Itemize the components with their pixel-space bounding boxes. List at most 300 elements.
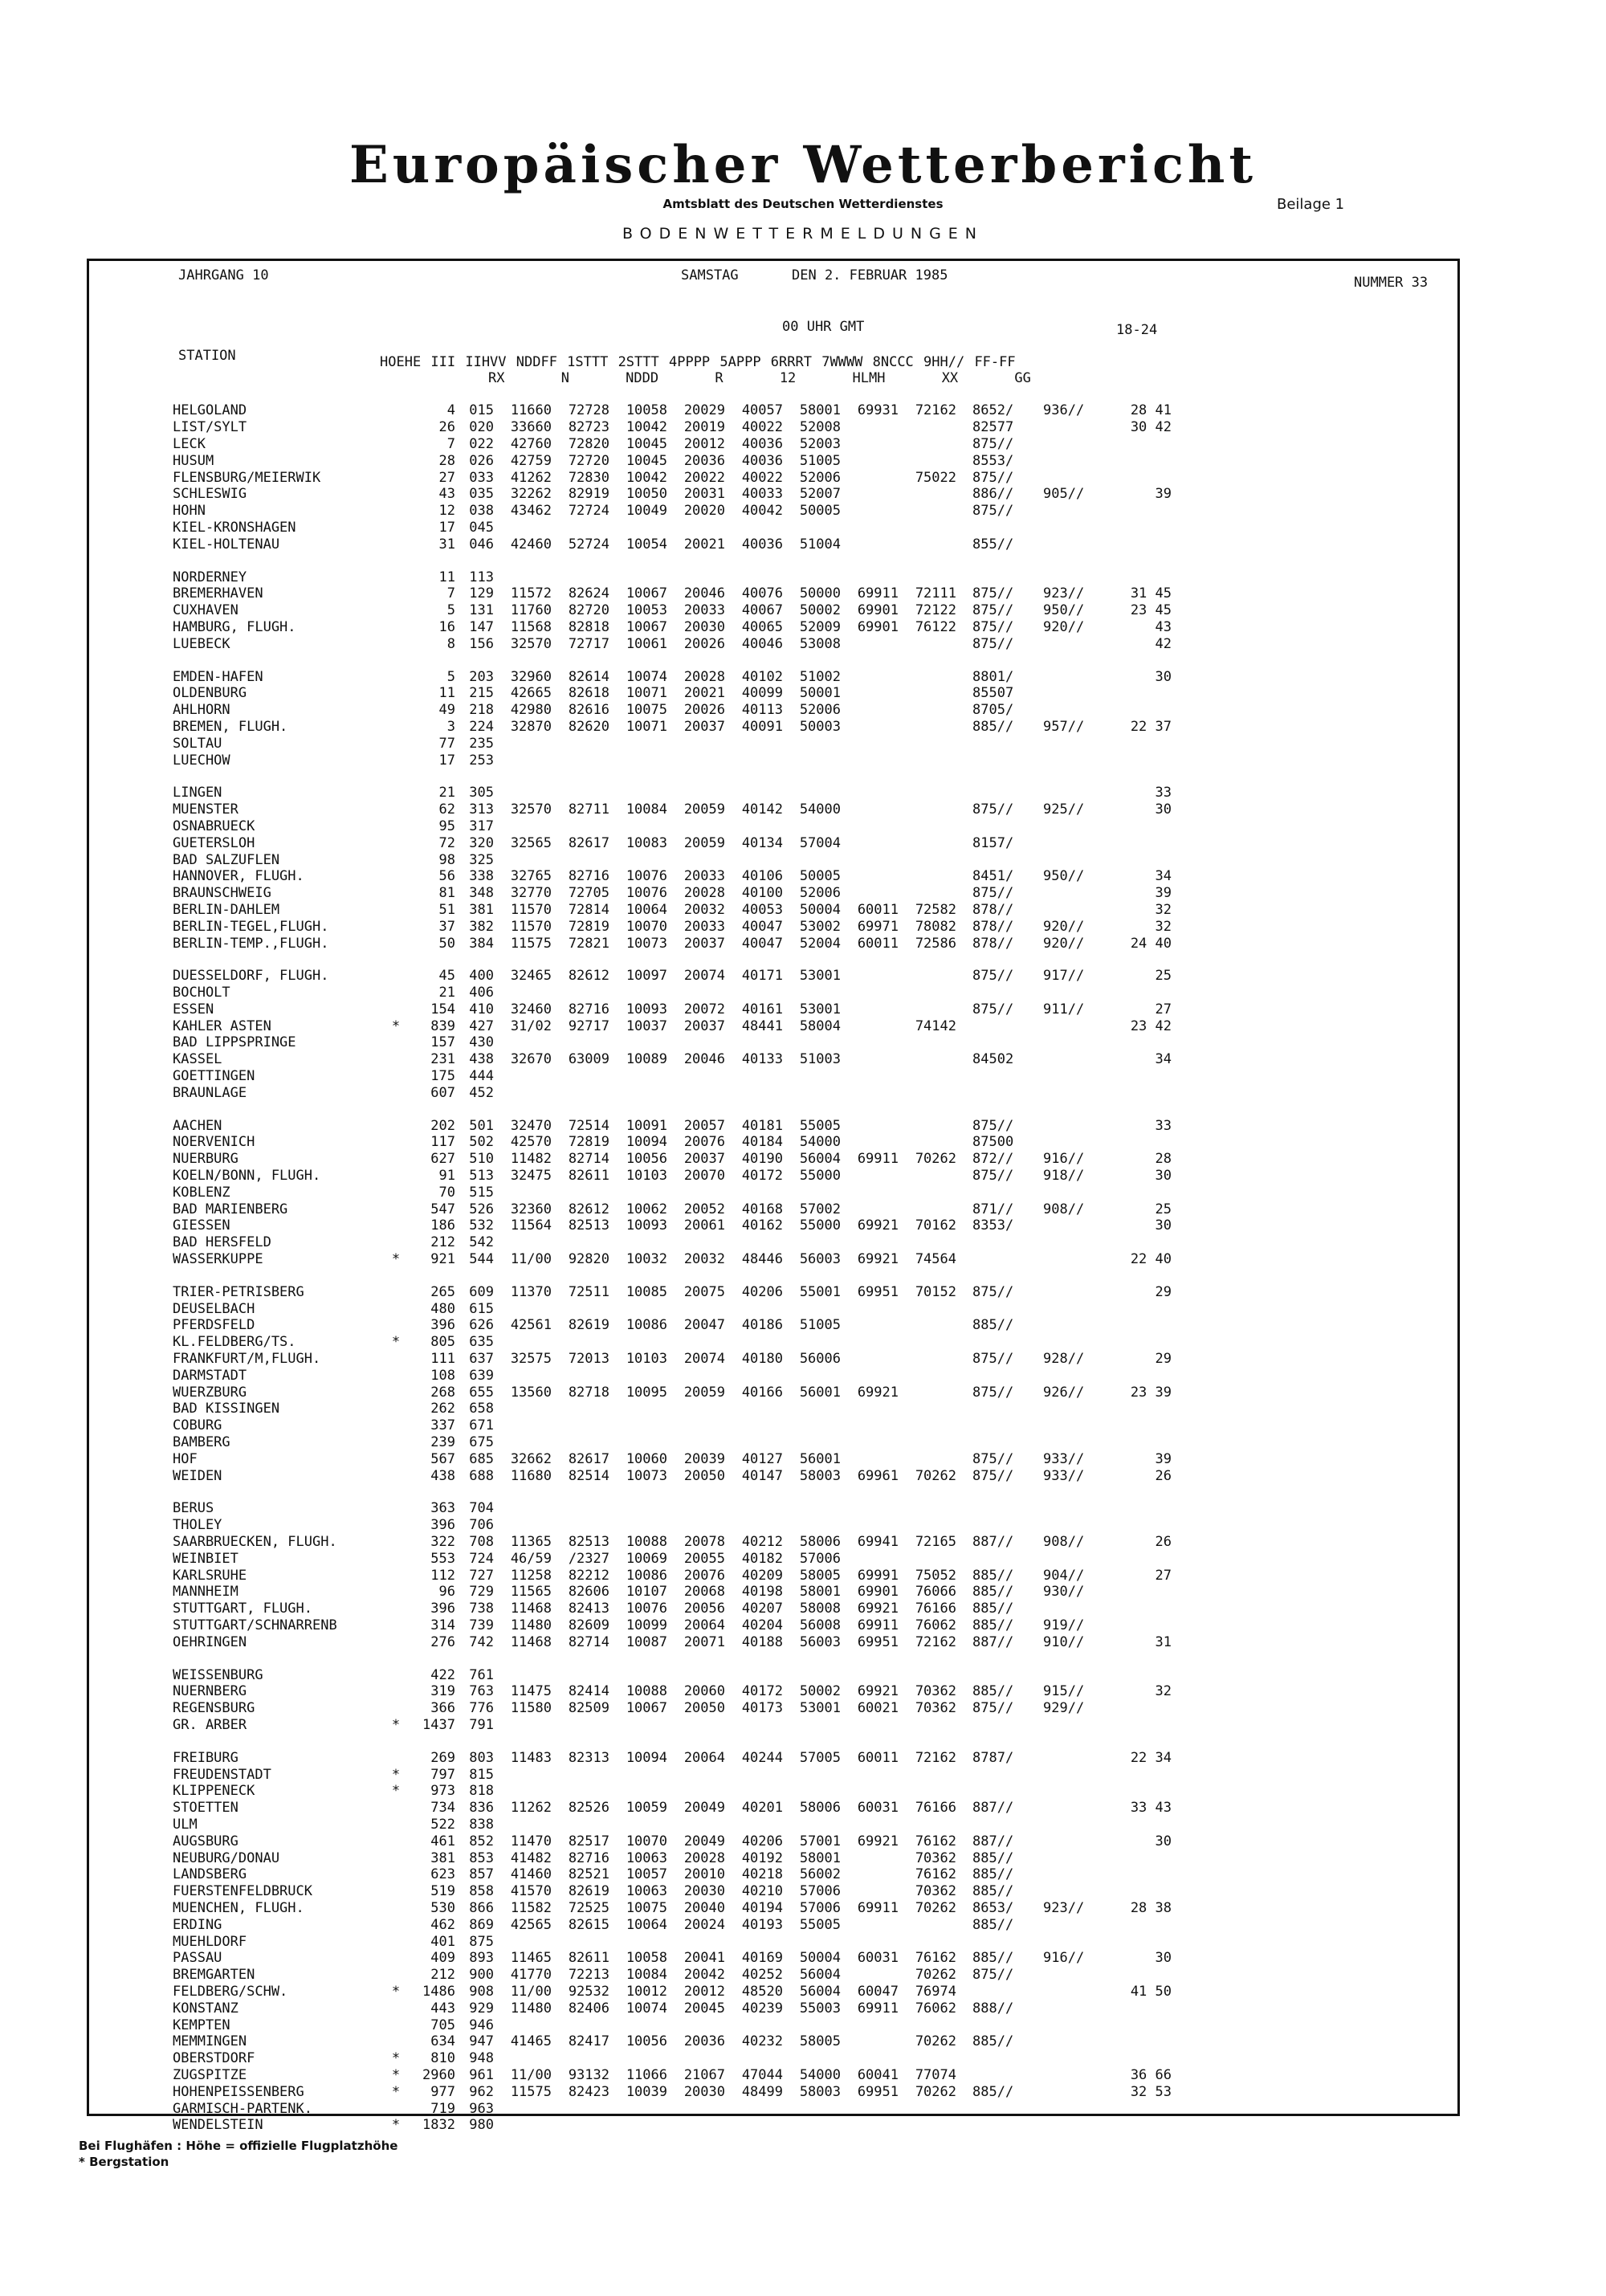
6rrrt: 69971 [857, 918, 899, 935]
1sttt: 10039 [626, 2083, 667, 2100]
8nccc: 885// [972, 1866, 1014, 1883]
iii: 026 [469, 452, 494, 469]
iii: 963 [469, 2100, 494, 2117]
1sttt: 10012 [626, 1983, 667, 2000]
5appp: 54000 [799, 2066, 841, 2083]
1sttt: 10059 [626, 1800, 667, 1817]
9hh: 916// [1043, 1950, 1085, 1967]
ff-ff: 32 [1155, 1683, 1172, 1700]
4pppp: 40168 [741, 1201, 783, 1217]
iii: 727 [469, 1567, 494, 1584]
7wwww: 70262 [915, 2083, 956, 2100]
station-name: FREIBURG [173, 1749, 238, 1766]
nddff: 72819 [568, 918, 609, 935]
station-name: KASSEL [173, 1051, 222, 1068]
station-name: MANNHEIM [173, 1584, 238, 1601]
5appp: 55000 [799, 1168, 841, 1185]
1sttt: 10086 [626, 1567, 667, 1584]
6rrrt: 69921 [857, 1833, 899, 1849]
table-row [173, 1084, 1172, 1101]
nddff: 82212 [568, 1567, 609, 1584]
table-row [173, 1017, 1172, 1034]
4pppp: 40193 [741, 1916, 783, 1933]
iii: 858 [469, 1883, 494, 1900]
station-name: WEISSENBURG [173, 1666, 263, 1683]
ff-ff: 31 [1155, 1633, 1172, 1650]
table-row [173, 2017, 1172, 2033]
7wwww: 70362 [915, 1700, 956, 1717]
station-name: KONSTANZ [173, 2000, 238, 2017]
hoehe: 265 [430, 1283, 455, 1300]
1sttt: 10099 [626, 1617, 667, 1633]
hoehe: 117 [430, 1134, 455, 1151]
4pppp: 40194 [741, 1899, 783, 1916]
table-row [173, 1384, 1172, 1401]
table-row [173, 1833, 1172, 1849]
table-row [173, 902, 1172, 919]
4pppp: 40239 [741, 2000, 783, 2017]
station-name: GR. ARBER [173, 1716, 247, 1733]
nddff: 82606 [568, 1584, 609, 1601]
4pppp: 47044 [741, 2066, 783, 2083]
9hh: 919// [1043, 1617, 1085, 1633]
4pppp: 40036 [741, 536, 783, 553]
nddff: 82716 [568, 868, 609, 885]
iihvv: 11572 [510, 585, 552, 602]
table-row [173, 1584, 1172, 1601]
iihvv: 32570 [510, 635, 552, 652]
5appp: 51005 [799, 1317, 841, 1334]
nddff: 72013 [568, 1351, 609, 1368]
iihvv: 43462 [510, 503, 552, 520]
1sttt: 10089 [626, 1051, 667, 1068]
7wwww: 70262 [915, 1151, 956, 1168]
8nccc: 885// [972, 1950, 1014, 1967]
iii: 704 [469, 1500, 494, 1517]
iii: 452 [469, 1084, 494, 1101]
iihvv: 11468 [510, 1601, 552, 1617]
table-row [173, 1866, 1172, 1883]
4pppp: 40166 [741, 1384, 783, 1401]
6rrrt: 60011 [857, 901, 899, 918]
iii: 852 [469, 1833, 494, 1849]
4pppp: 40218 [741, 1866, 783, 1883]
table-row [173, 2083, 1172, 2100]
station-name: BERLIN-TEGEL,FLUGH. [173, 918, 329, 935]
8nccc: 875// [972, 968, 1014, 985]
7wwww: 72165 [915, 1534, 956, 1550]
station-name: OBERSTDORF [173, 2050, 255, 2067]
iii: 658 [469, 1401, 494, 1417]
station-name: WUERZBURG [173, 1384, 247, 1401]
5appp: 58004 [799, 1017, 841, 1034]
hoehe: 202 [430, 1117, 455, 1134]
column-header-line1: HOEHE III IIHVV NDDFF 1STTT 2STTT 4PPPP 5APPP 6RRRT 7WWWW 8NCCC 9HH// FF-FF [380, 354, 1016, 370]
iii: 348 [469, 885, 494, 902]
mountain-marker: * [391, 1251, 401, 1268]
8nccc: 887// [972, 1534, 1014, 1550]
hoehe: 8 [446, 635, 455, 652]
2sttt: 20060 [683, 1683, 725, 1700]
nddff: 82716 [568, 1001, 609, 1017]
station-name: FUERSTENFELDBRUCK [173, 1883, 312, 1900]
1sttt: 10062 [626, 1201, 667, 1217]
iihvv: 11582 [510, 1899, 552, 1916]
8nccc: 885// [972, 1317, 1014, 1334]
1sttt: 10103 [626, 1351, 667, 1368]
station-name: HOF [173, 1450, 198, 1467]
nddff: 72821 [568, 935, 609, 952]
8nccc: 875// [972, 503, 1014, 520]
ff-ff: 30 [1155, 668, 1172, 685]
nddff: 82718 [568, 1384, 609, 1401]
1sttt: 10067 [626, 1700, 667, 1717]
station-name: GARMISCH-PARTENK. [173, 2100, 312, 2117]
iihvv: 11580 [510, 1700, 552, 1717]
iihvv: 32465 [510, 968, 552, 985]
station-name: NUERNBERG [173, 1683, 247, 1700]
hoehe: 21 [438, 785, 455, 801]
4pppp: 40057 [741, 402, 783, 419]
iii: 639 [469, 1367, 494, 1384]
iihvv: 11475 [510, 1683, 552, 1700]
station-name: HANNOVER, FLUGH. [173, 868, 304, 885]
1sttt: 10097 [626, 968, 667, 985]
8nccc: 8653/ [972, 1899, 1014, 1916]
iii: 502 [469, 1134, 494, 1151]
hoehe: 396 [430, 1517, 455, 1534]
iihvv: 32262 [510, 486, 552, 503]
8nccc: 885// [972, 1601, 1014, 1617]
8nccc: 885// [972, 2033, 1014, 2050]
ff-ff: 28 41 [1130, 402, 1172, 419]
6rrrt: 69991 [857, 1567, 899, 1584]
table-row [173, 1783, 1172, 1800]
iii: 688 [469, 1467, 494, 1484]
hoehe: 977 [430, 2083, 455, 2100]
1sttt: 10061 [626, 635, 667, 652]
hoehe: 62 [438, 801, 455, 818]
4pppp: 40173 [741, 1700, 783, 1717]
station-name: GUETERSLOH [173, 834, 255, 851]
station-name: SOLTAU [173, 735, 222, 752]
hoehe: 719 [430, 2100, 455, 2117]
hoehe: 5 [446, 668, 455, 685]
station-name: ZUGSPITZE [173, 2066, 247, 2083]
hoehe: 396 [430, 1317, 455, 1334]
iii: 929 [469, 2000, 494, 2017]
table-row [173, 1134, 1172, 1151]
station-name: AUGSBURG [173, 1833, 238, 1849]
ff-ff: 27 [1155, 1567, 1172, 1584]
2sttt: 21067 [683, 2066, 725, 2083]
hoehe: 27 [438, 469, 455, 486]
ff-ff: 31 45 [1130, 585, 1172, 602]
5appp: 51004 [799, 536, 841, 553]
2sttt: 20057 [683, 1117, 725, 1134]
iii: 626 [469, 1317, 494, 1334]
5appp: 55000 [799, 1217, 841, 1234]
iihvv: 32460 [510, 1001, 552, 1017]
nddff: 92820 [568, 1251, 609, 1268]
table-row [173, 752, 1172, 769]
iii: 655 [469, 1384, 494, 1401]
table-row [173, 801, 1172, 818]
iihvv: 11570 [510, 901, 552, 918]
table-row [173, 1401, 1172, 1417]
9hh: 933// [1043, 1450, 1085, 1467]
hoehe: 56 [438, 868, 455, 885]
iihvv: 32960 [510, 668, 552, 685]
hoehe: 91 [438, 1168, 455, 1185]
8nccc: 875// [972, 1001, 1014, 1017]
station-name: KOBLENZ [173, 1184, 230, 1201]
8nccc: 875// [972, 801, 1014, 818]
2sttt: 20020 [683, 503, 725, 520]
iii: 532 [469, 1217, 494, 1234]
6rrrt: 69921 [857, 1217, 899, 1234]
9hh: 916// [1043, 1151, 1085, 1168]
nddff: 82406 [568, 2000, 609, 2017]
station-name: BRAUNLAGE [173, 1084, 247, 1101]
iihvv: 41460 [510, 1866, 552, 1883]
hoehe: 734 [430, 1800, 455, 1817]
station-name: WENDELSTEIN [173, 2117, 263, 2134]
nddff: 82521 [568, 1866, 609, 1883]
9hh: 908// [1043, 1201, 1085, 1217]
4pppp: 40100 [741, 885, 783, 902]
iii: 962 [469, 2083, 494, 2100]
2sttt: 20032 [683, 1251, 725, 1268]
station-name: DEUSELBACH [173, 1300, 255, 1317]
1sttt: 10053 [626, 602, 667, 619]
table-row [173, 818, 1172, 835]
7wwww: 72162 [915, 1749, 956, 1766]
table-row [173, 968, 1172, 985]
8nccc: 875// [972, 635, 1014, 652]
7wwww: 76162 [915, 1866, 956, 1883]
4pppp: 40099 [741, 685, 783, 702]
table-row [173, 602, 1172, 619]
5appp: 55001 [799, 1283, 841, 1300]
hoehe: 805 [430, 1334, 455, 1351]
station-name: HOHN [173, 503, 206, 520]
1sttt: 10075 [626, 1899, 667, 1916]
hoehe: 480 [430, 1300, 455, 1317]
station-name: STUTTGART, FLUGH. [173, 1601, 312, 1617]
table-row [173, 2000, 1172, 2017]
iii: 761 [469, 1666, 494, 1683]
ff-ff: 22 40 [1130, 1251, 1172, 1268]
2sttt: 20068 [683, 1584, 725, 1601]
2sttt: 20050 [683, 1467, 725, 1484]
ff-ff: 34 [1155, 1051, 1172, 1068]
hoehe: 810 [430, 2050, 455, 2067]
1sttt: 10091 [626, 1117, 667, 1134]
9hh: 905// [1043, 486, 1085, 503]
4pppp: 48499 [741, 2083, 783, 2100]
5appp: 57006 [799, 1899, 841, 1916]
2sttt: 20028 [683, 1849, 725, 1866]
table-row [173, 2033, 1172, 2050]
nddff: 72820 [568, 435, 609, 452]
9hh: 925// [1043, 801, 1085, 818]
nddff: 82417 [568, 2033, 609, 2050]
iii: 791 [469, 1716, 494, 1733]
table-row [173, 1517, 1172, 1534]
6rrrt: 60011 [857, 935, 899, 952]
station-name: GIESSEN [173, 1217, 230, 1234]
station-name: KEMPTEN [173, 2017, 230, 2033]
table-row [173, 419, 1172, 436]
ff-ff: 30 [1155, 801, 1172, 818]
station-name: BERLIN-TEMP.,FLUGH. [173, 935, 329, 952]
station-name: OSNABRUECK [173, 818, 255, 834]
ff-ff: 32 [1155, 918, 1172, 935]
8nccc: 8705/ [972, 702, 1014, 719]
iii: 501 [469, 1117, 494, 1134]
iii: 542 [469, 1234, 494, 1251]
nddff: 82526 [568, 1800, 609, 1817]
station-name: GOETTINGEN [173, 1068, 255, 1085]
hoehe: 17 [438, 519, 455, 536]
table-row [173, 2050, 1172, 2067]
4pppp: 40201 [741, 1800, 783, 1817]
2sttt: 20059 [683, 801, 725, 818]
4pppp: 40147 [741, 1467, 783, 1484]
station-name: CUXHAVEN [173, 602, 238, 619]
iii: 947 [469, 2033, 494, 2050]
station-name: WASSERKUPPE [173, 1251, 263, 1268]
hoehe: 3 [446, 718, 455, 735]
hoehe: 401 [430, 1933, 455, 1950]
table-row [173, 1766, 1172, 1783]
beilage-label: Beilage 1 [1277, 196, 1345, 213]
station-name: MEMMINGEN [173, 2033, 247, 2050]
iii: 818 [469, 1783, 494, 1800]
station-name: FREUDENSTADT [173, 1766, 271, 1783]
iihvv: 11/00 [510, 1983, 552, 2000]
nddff: 72705 [568, 885, 609, 902]
4pppp: 40113 [741, 702, 783, 719]
2sttt: 20028 [683, 668, 725, 685]
2sttt: 20050 [683, 1700, 725, 1717]
hoehe: 98 [438, 851, 455, 868]
8nccc: 8451/ [972, 868, 1014, 885]
station-name: KIEL-HOLTENAU [173, 536, 280, 553]
hoehe: 268 [430, 1384, 455, 1401]
1sttt: 10045 [626, 435, 667, 452]
iii: 320 [469, 834, 494, 851]
5appp: 55005 [799, 1916, 841, 1933]
ff-ff: 32 [1155, 901, 1172, 918]
6rrrt: 69921 [857, 1601, 899, 1617]
8nccc: 87500 [972, 1134, 1014, 1151]
station-name: FELDBERG/SCHW. [173, 1983, 288, 2000]
iii: 866 [469, 1899, 494, 1916]
4pppp: 40127 [741, 1450, 783, 1467]
5appp: 58006 [799, 1534, 841, 1550]
iii: 406 [469, 985, 494, 1001]
7wwww: 74142 [915, 1017, 956, 1034]
1sttt: 10083 [626, 834, 667, 851]
nddff: 72720 [568, 452, 609, 469]
table-row [173, 1201, 1172, 1217]
iii: 857 [469, 1866, 494, 1883]
6rrrt: 69941 [857, 1534, 899, 1550]
nddff: 93132 [568, 2066, 609, 2083]
station-name: LUECHOW [173, 752, 230, 769]
iii: 948 [469, 2050, 494, 2067]
table-row [173, 685, 1172, 702]
8nccc: 878// [972, 935, 1014, 952]
4pppp: 40206 [741, 1833, 783, 1849]
8nccc: 8801/ [972, 668, 1014, 685]
iihvv: 32570 [510, 801, 552, 818]
table-row [173, 1500, 1172, 1517]
hoehe: 519 [430, 1883, 455, 1900]
4pppp: 40133 [741, 1051, 783, 1068]
1sttt: 10107 [626, 1584, 667, 1601]
mountain-marker: * [391, 2066, 401, 2083]
2sttt: 20030 [683, 2083, 725, 2100]
iii: 685 [469, 1450, 494, 1467]
6rrrt: 69911 [857, 585, 899, 602]
hoehe: 567 [430, 1450, 455, 1467]
hoehe: 623 [430, 1866, 455, 1883]
8nccc: 885// [972, 1849, 1014, 1866]
iihvv: 32475 [510, 1168, 552, 1185]
ff-ff: 23 42 [1130, 1017, 1172, 1034]
1sttt: 10085 [626, 1283, 667, 1300]
nddff: 63009 [568, 1051, 609, 1068]
nddff: 72724 [568, 503, 609, 520]
nddff: 82423 [568, 2083, 609, 2100]
station-name: PFERDSFELD [173, 1317, 255, 1334]
nddff: 82513 [568, 1534, 609, 1550]
iii: 908 [469, 1983, 494, 2000]
table-row [173, 1051, 1172, 1068]
2sttt: 20037 [683, 1017, 725, 1034]
iii: 544 [469, 1251, 494, 1268]
table-row [173, 1666, 1172, 1683]
period-label: 18-24 [1116, 322, 1158, 338]
2sttt: 20036 [683, 452, 725, 469]
table-row [173, 1617, 1172, 1634]
2sttt: 20075 [683, 1283, 725, 1300]
5appp: 58006 [799, 1800, 841, 1817]
station-name: LIST/SYLT [173, 419, 247, 436]
iii: 515 [469, 1184, 494, 1201]
iii: 893 [469, 1950, 494, 1967]
nddff: 72511 [568, 1283, 609, 1300]
ff-ff: 34 [1155, 868, 1172, 885]
station-name: KOELN/BONN, FLUGH. [173, 1168, 321, 1185]
table-row [173, 735, 1172, 752]
ff-ff: 30 [1155, 1217, 1172, 1234]
5appp: 56001 [799, 1384, 841, 1401]
iihvv: 42561 [510, 1317, 552, 1334]
8nccc: 871// [972, 1201, 1014, 1217]
iihvv: 11570 [510, 918, 552, 935]
iii: 510 [469, 1151, 494, 1168]
9hh: 920// [1043, 918, 1085, 935]
nddff: 82617 [568, 834, 609, 851]
iihvv: 11258 [510, 1567, 552, 1584]
table-row [173, 1068, 1172, 1085]
table-row [173, 619, 1172, 636]
iii: 869 [469, 1916, 494, 1933]
